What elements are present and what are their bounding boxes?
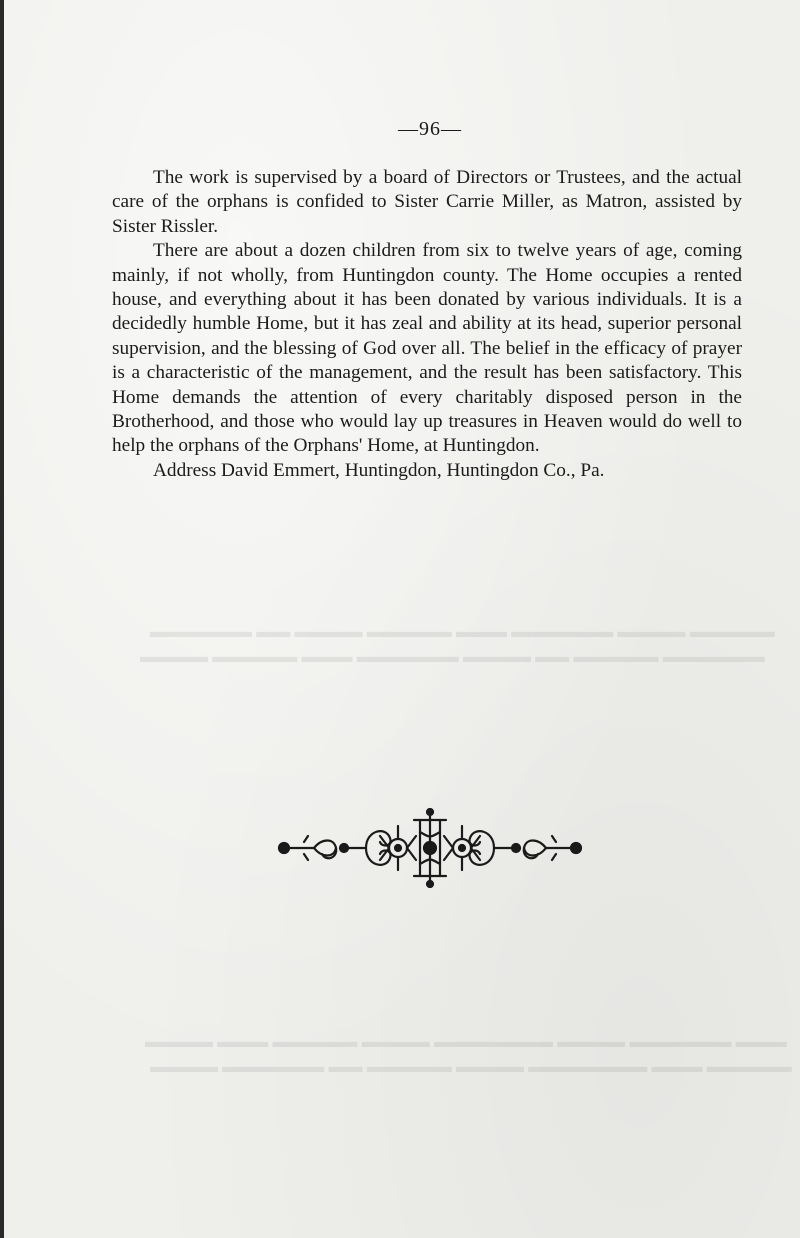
decorative-ornament-icon (274, 808, 586, 888)
page-number: —96— (398, 118, 462, 140)
bleed-through-texture: ▬▬▬▬▬ ▬▬▬ ▬▬▬▬▬▬▬ ▬▬▬▬ ▬▬▬▬▬ ▬▬ ▬▬▬▬▬▬ ▬▬▬▬ (150, 1057, 792, 1076)
paragraph-address: Address David Emmert, Huntingdon, Huntingdon Co., Pa. (153, 459, 605, 481)
bleed-through-texture: ▬▬▬ ▬▬▬▬▬▬ ▬▬▬▬ ▬▬▬▬▬▬▬ ▬▬▬▬ ▬▬▬▬▬ ▬▬▬ ▬▬▬▬ (145, 1032, 787, 1051)
page-edge (0, 0, 4, 1238)
paragraph-supervision: The work is supervised by a board of Directors or Trustees, and the actual care of the orphans is confided to Sister Carrie Miller, as Matron, assisted by Sister Rissler. (112, 167, 742, 237)
body-text (112, 166, 742, 483)
bleed-through-texture: ▬▬▬▬▬▬ ▬▬▬▬▬ ▬▬ ▬▬▬▬ ▬▬▬▬▬▬ ▬▬▬ ▬▬▬▬▬ ▬▬▬▬ (140, 647, 765, 666)
paragraph-children: There are about a dozen children from six to twelve years of age, coming mainly, if not wholly, from Huntingdon county. The Home occupies a rented house, and everything about it has been donated by various individuals. It is a decidedly humble Home, but it has zeal and ability at its head, superior personal supervision, and the blessing of God over all. The belief in the efficacy of prayer is a characteristic of the management, and the result has been satisfactory. This Home demands the attention of every charitably disposed person in the Brotherhood, and those who would lay up treasures in Heaven would do well to help the orphans of the Orphans' Home, at Huntingdon. (112, 240, 742, 457)
bleed-through-texture: ▬▬▬▬▬ ▬▬▬▬ ▬▬▬▬▬▬ ▬▬▬ ▬▬▬▬▬ ▬▬▬▬ ▬▬ ▬▬▬▬▬▬ (150, 622, 775, 641)
